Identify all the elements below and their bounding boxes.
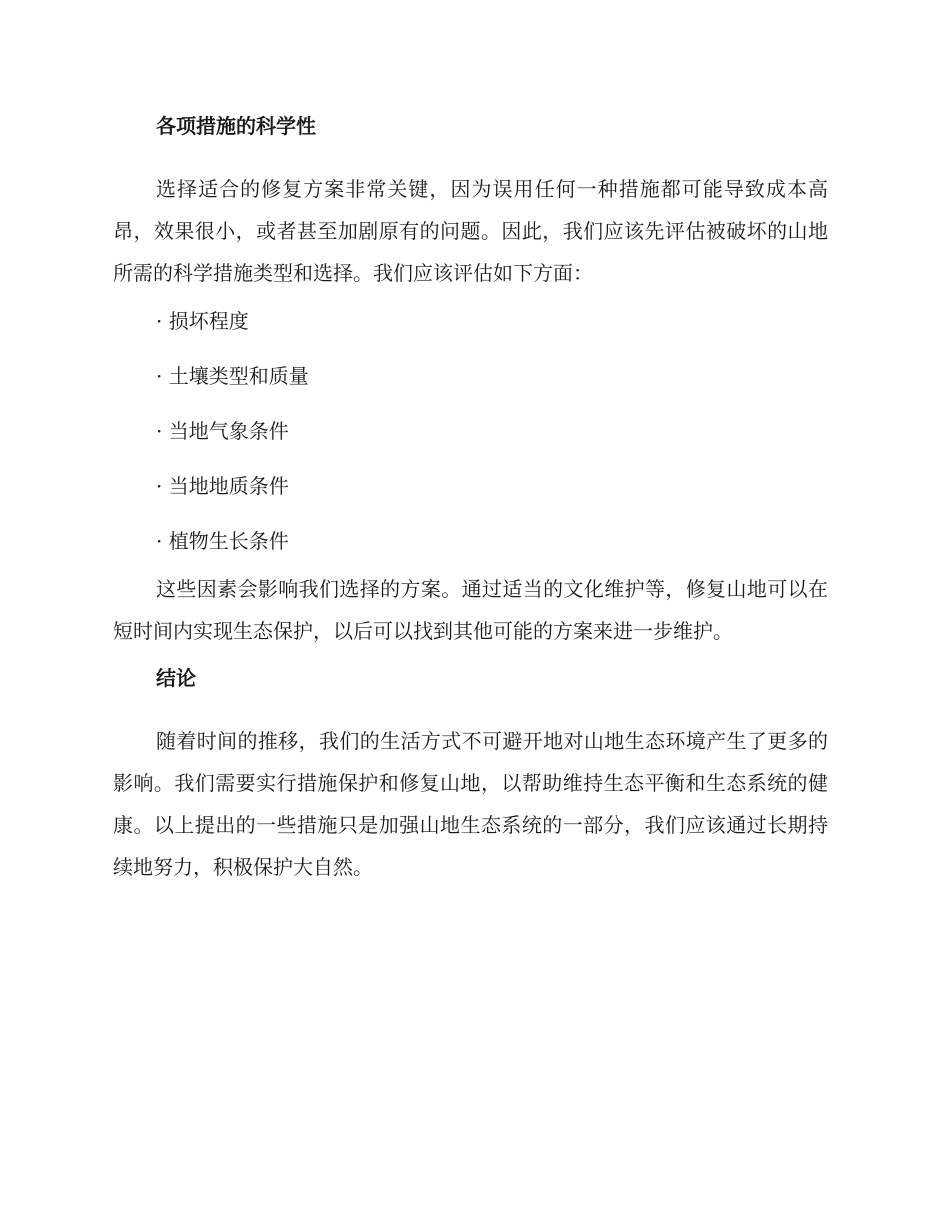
section-heading-conclusion: 结论 xyxy=(156,666,196,690)
section-heading-scientific-measures: 各项措施的科学性 xyxy=(156,114,316,138)
assessment-list xyxy=(113,306,828,556)
list-item: · 土壤类型和质量 xyxy=(156,364,309,388)
list-item: · 植物生长条件 xyxy=(156,529,289,553)
intro-paragraph: 选择适合的修复方案非常关键，因为误用任何一种措施都可能导致成本高昂，效果很小，或者甚至加剧原有的问题。因此，我们应该先评估被破坏的山地所需的科学措施类型和选择。我们应该评估如下方面： xyxy=(113,177,828,285)
list-item: · 当地地质条件 xyxy=(156,474,289,498)
list-item: · 损坏程度 xyxy=(156,309,249,333)
outro-paragraph: 这些因素会影响我们选择的方案。通过适当的文化维护等，修复山地可以在短时间内实现生态保护，以后可以找到其他可能的方案来进一步维护。 xyxy=(113,577,828,643)
conclusion-paragraph: 随着时间的推移，我们的生活方式不可避开地对山地生态环境产生了更多的影响。我们需要实行措施保护和修复山地，以帮助维持生态平衡和生态系统的健康。以上提出的一些措施只是加强山地生态系统的一部分，我们应该通过长期持续地努力，积极保护大自然。 xyxy=(113,729,828,879)
list-item: · 当地气象条件 xyxy=(156,419,289,443)
